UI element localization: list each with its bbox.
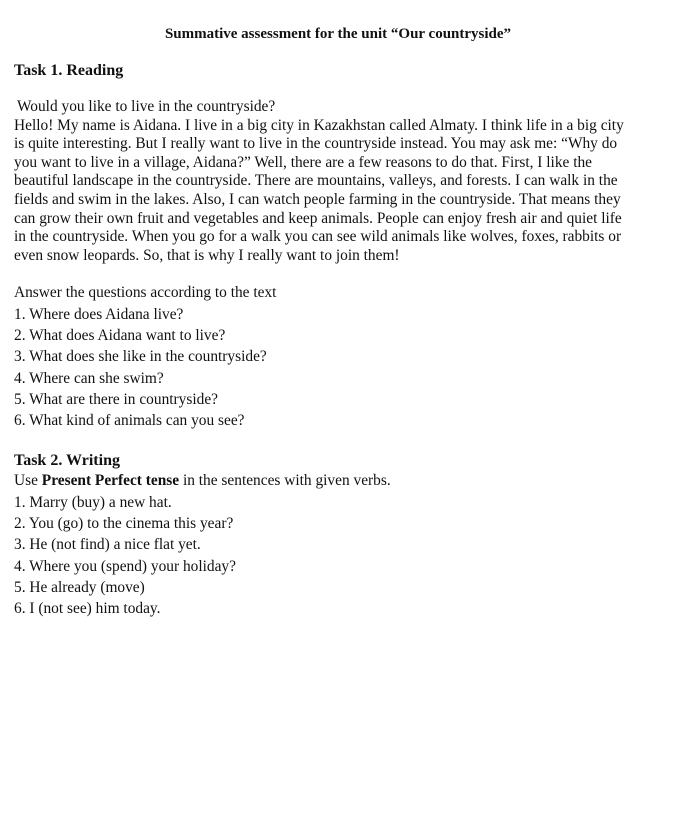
question-item: 5. What are there in countryside?: [14, 390, 218, 408]
task1-heading: Task 1. Reading: [14, 62, 124, 79]
question-item: 4. Where can she swim?: [14, 369, 164, 387]
writing-intro: [14, 470, 676, 491]
task2-section: [14, 451, 676, 619]
reading-text: Hello! My name is Aidana. I live in a big city in Kazakhstan called Almaty. I think life in a big city is quite interesting. But I really want to live in the countryside instead. You may ask me: “Why do you want to live in a village, Aidana?” Well, there are a few reasons to do that. First, I like the beautiful landscape in the countryside. There are mountains, valleys, and forests. I can walk in the fields and swim in the lakes. Also, I can watch people farming in the countryside. That means they can grow their own fruit and vegetables and keep animals. People can enjoy fresh air and quiet life in the countryside. When you go for a walk you can see wild animals like wolves, foxes, rabbits or even snow leopards. So, that is why I really want to join them!: [14, 116, 624, 264]
sentence-item: 5. He already (move): [14, 578, 145, 596]
question-item: 1. Where does Aidana live?: [14, 305, 184, 323]
sentence-item: 3. He (not find) a nice flat yet.: [14, 536, 201, 554]
sentence-item: 2. You (go) to the cinema this year?: [14, 515, 234, 533]
document-title: Summative assessment for the unit “Our countryside”: [164, 26, 512, 42]
reading-title: Would you like to live in the countryside?: [17, 98, 276, 115]
questions-intro: Answer the questions according to the text: [14, 284, 277, 302]
sentences-list: [14, 492, 676, 620]
questions-list: [14, 304, 676, 432]
sentence-item: 1. Marry (buy) a new hat.: [14, 493, 172, 511]
sentence-item: 4. Where you (spend) your holiday?: [14, 557, 236, 575]
sentence-item: 6. I (not see) him today.: [14, 600, 161, 618]
task2-heading: Task 2. Writing: [14, 452, 120, 470]
question-item: 2. What does Aidana want to live?: [14, 326, 226, 344]
task1-section: [14, 61, 676, 431]
question-item: 6. What kind of animals can you see?: [14, 412, 245, 430]
writing-intro-bold: Present Perfect tense: [41, 472, 180, 490]
writing-intro-prefix: Use: [14, 472, 42, 490]
question-item: 3. What does she like in the countryside?: [14, 348, 267, 366]
writing-intro-suffix: in the sentences with given verbs.: [179, 472, 391, 490]
